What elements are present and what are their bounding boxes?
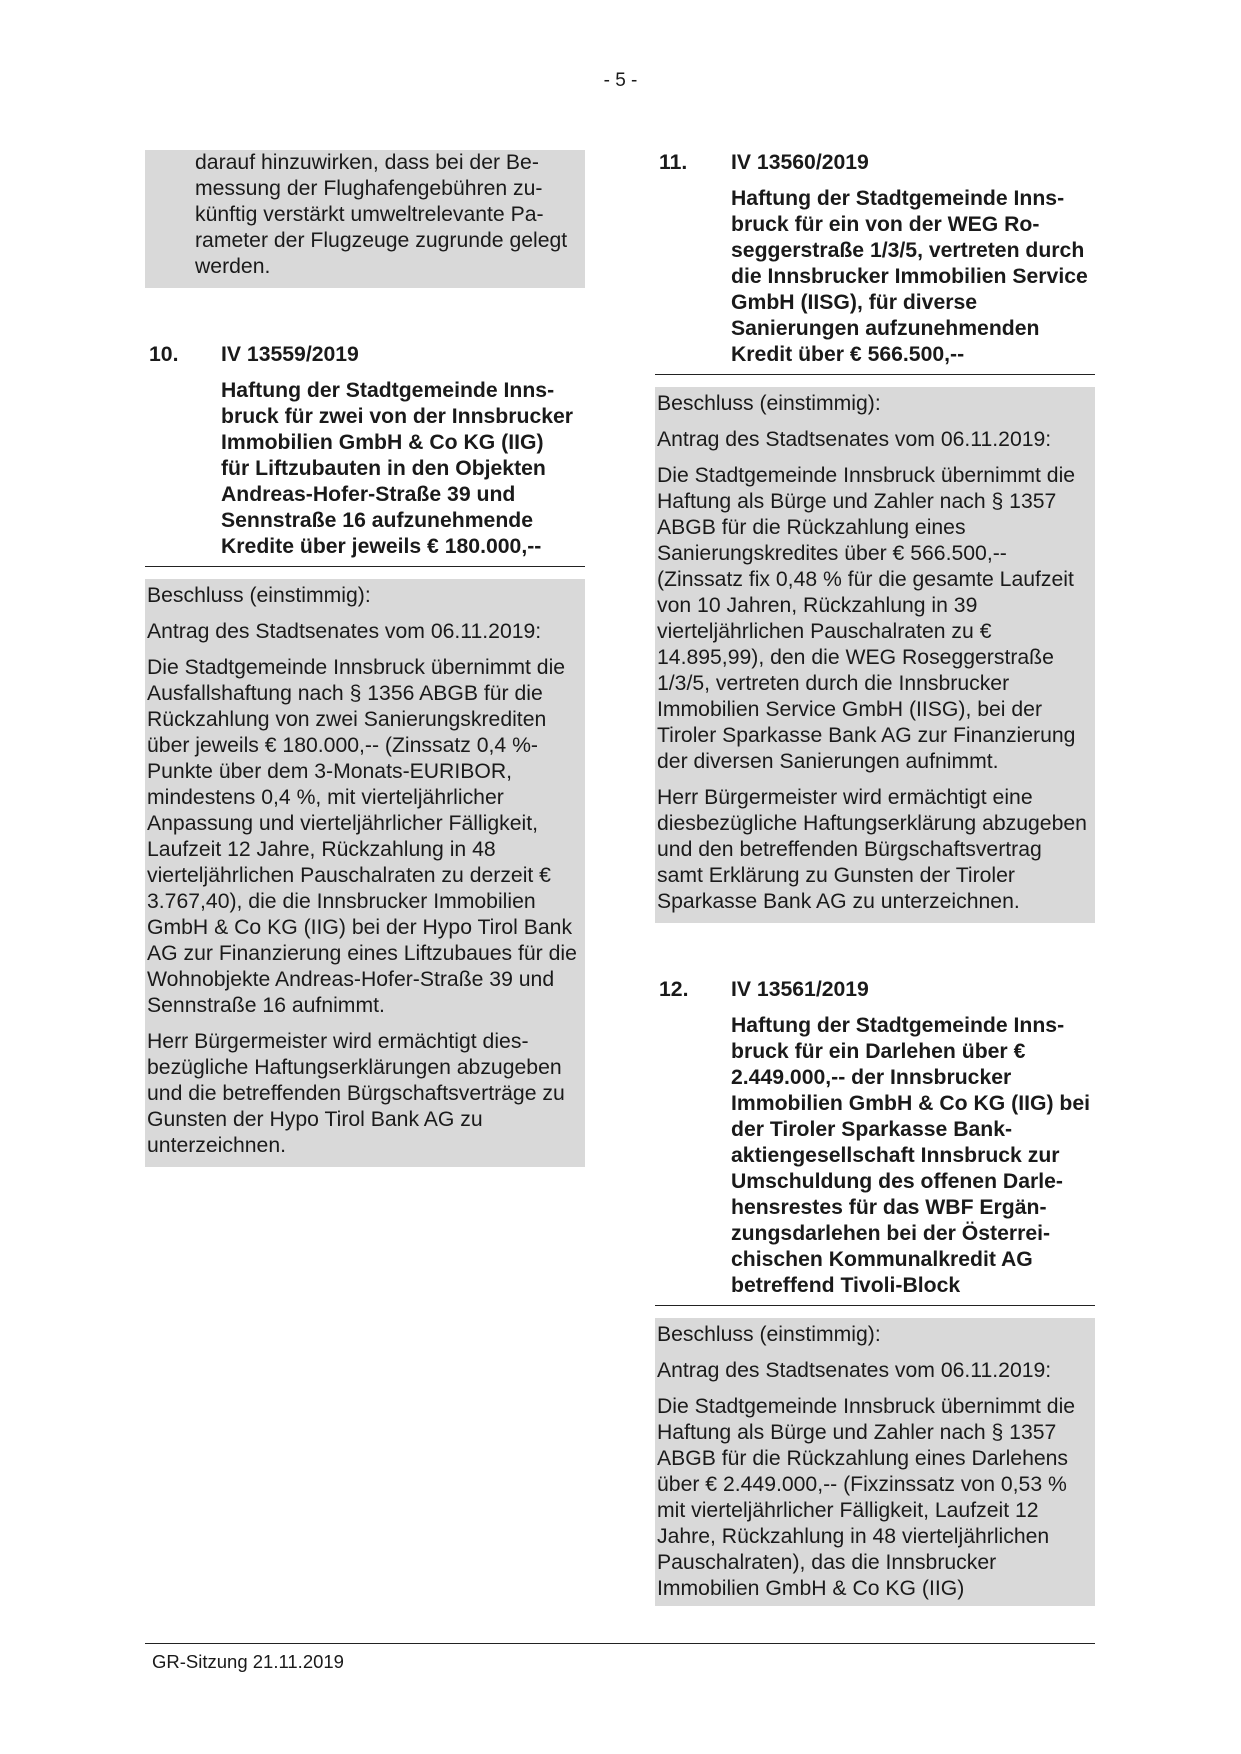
item-12-paragraph-1: Die Stadtgemeinde Innsbruck übernimmt die Haftung als Bürge und Zahler nach § 1357 ABGB für die Rückzahlung eines Darlehens über € 2.449.000,-- (Fixzinssatz von 0,53 % mit vierteljährlicher Fälligkeit, Laufzeit 12 Jahre, Rückzahlung in 48 vierteljährlichen Pauschalraten), das die Innsbrucker Immobilien GmbH & Co KG (IIG): [657, 1395, 1076, 1600]
item-11-paragraph-2: Herr Bürgermeister wird ermächtigt eine diesbezügliche Haftungserklärung abzugeben und den betreffenden Bürgschaftsvertrag samt Erklärung zu Gunsten der Tiroler Sparkasse Bank AG zu unterzeichnen.: [657, 786, 1087, 913]
item-12-beschluss: Beschluss (einstimmig):: [657, 1323, 881, 1346]
item-10-paragraph-1: Die Stadtgemeinde Innsbruck übernimmt die Ausfallshaftung nach § 1356 ABGB für die Rückzahlung von zwei Sanierungskrediten über jeweils € 180.000,-- (Zinssatz 0,4 %-Punkte über dem 3-Monats-EURIBOR, mindestens 0,4 %, mit vierteljährlicher Anpassung und vierteljährlicher Fälligkeit, Laufzeit 12 Jahre, Rückzahlung in 48 vierteljährlichen Pauschalraten zu derzeit € 3.767,40), die die Innsbrucker Immobilien GmbH & Co KG (IIG) bei der Hypo Tirol Bank AG zur Finanzierung eines Liftzubaues für die Wohnobjekte Andreas-Hofer-Straße 39 und Sennstraße 16 aufnimmt.: [147, 656, 577, 1017]
item-11-rule: [655, 374, 1095, 375]
page-number: - 5 -: [603, 70, 638, 91]
item-11-ref: IV 13560/2019: [731, 151, 869, 174]
item-11-number: 11.: [659, 151, 688, 174]
footer-text: GR-Sitzung 21.11.2019: [152, 1651, 344, 1672]
item-10-beschluss: Beschluss (einstimmig):: [147, 584, 371, 607]
left-column: [145, 150, 585, 1167]
item-10-ref: IV 13559/2019: [221, 343, 359, 366]
item-10-title: Haftung der Stadtgemeinde Innsbruck für zwei von der Innsbrucker Immobilien GmbH & Co KG (IIG) für Liftzubauten in den Objekten Andreas-Hofer-Straße 39 und Sennstraße 16 aufzunehmende Kredite über jeweils € 180.000,--: [221, 379, 574, 558]
right-column: [655, 150, 1095, 1606]
item-10-paragraph-2: Herr Bürgermeister wird ermächtigt diesbezügliche Haftungserklärungen abzugeben und die betreffenden Bürgschaftsverträge zu Gunsten der Hypo Tirol Bank AG zu unterzeichnen.: [147, 1030, 565, 1157]
continuation-block: [145, 150, 585, 288]
item-12-rule: [655, 1305, 1095, 1306]
item-11-beschluss: Beschluss (einstimmig):: [657, 392, 881, 415]
continuation-text: darauf hinzuwirken, dass bei der Bemessung der Flughafengebühren zukünftig verstärkt umweltrelevante Parameter der Flugzeuge zugrunde gelegt werden.: [195, 151, 568, 278]
item-11-heading: [659, 150, 1095, 176]
item-11-resolution: [655, 387, 1095, 923]
item-10-antrag: Antrag des Stadtsenates vom 06.11.2019:: [147, 620, 542, 643]
item-12-heading: [659, 977, 1095, 1003]
item-10-rule: [145, 566, 585, 567]
item-12-resolution: [655, 1318, 1095, 1606]
item-10-resolution: [145, 579, 585, 1167]
item-12-antrag: Antrag des Stadtsenates vom 06.11.2019:: [657, 1359, 1052, 1382]
item-11-paragraph-1: Die Stadtgemeinde Innsbruck übernimmt die Haftung als Bürge und Zahler nach § 1357 ABGB für die Rückzahlung eines Sanierungskredites über € 566.500,-- (Zinssatz fix 0,48 % für die gesamte Laufzeit von 10 Jahren, Rückzahlung in 39 vierteljährlichen Pauschalraten zu € 14.895,99), den die WEG Roseggerstraße 1/3/5, vertreten durch die Innsbrucker Immobilien Service GmbH (IISG), bei der Tiroler Sparkasse Bank AG zur Finanzierung der diversen Sanierungen aufnimmt.: [657, 464, 1076, 773]
item-10-heading: [149, 342, 585, 368]
item-12-number: 12.: [659, 978, 689, 1001]
item-12-ref: IV 13561/2019: [731, 978, 869, 1001]
item-12-title: Haftung der Stadtgemeinde Innsbruck für ein Darlehen über € 2.449.000,-- der Innsbrucker Immobilien GmbH & Co KG (IIG) bei der Tiroler Sparkasse Bankaktiengesellschaft Innsbruck zur Umschuldung des offenen Darlehensrestes für das WBF Ergänzungsdarlehen bei der Österreichischen Kommunalkredit AG betreffend Tivoli-Block: [731, 1014, 1091, 1297]
item-11-title: Haftung der Stadtgemeinde Innsbruck für ein von der WEG Roseggerstraße 1/3/5, vertreten durch die Innsbrucker Immobilien Service GmbH (IISG), für diverse Sanierungen aufzunehmenden Kredit über € 566.500,--: [731, 187, 1088, 366]
item-11-antrag: Antrag des Stadtsenates vom 06.11.2019:: [657, 428, 1052, 451]
footer-rule: [145, 1643, 1095, 1644]
item-10-number: 10.: [149, 343, 179, 366]
